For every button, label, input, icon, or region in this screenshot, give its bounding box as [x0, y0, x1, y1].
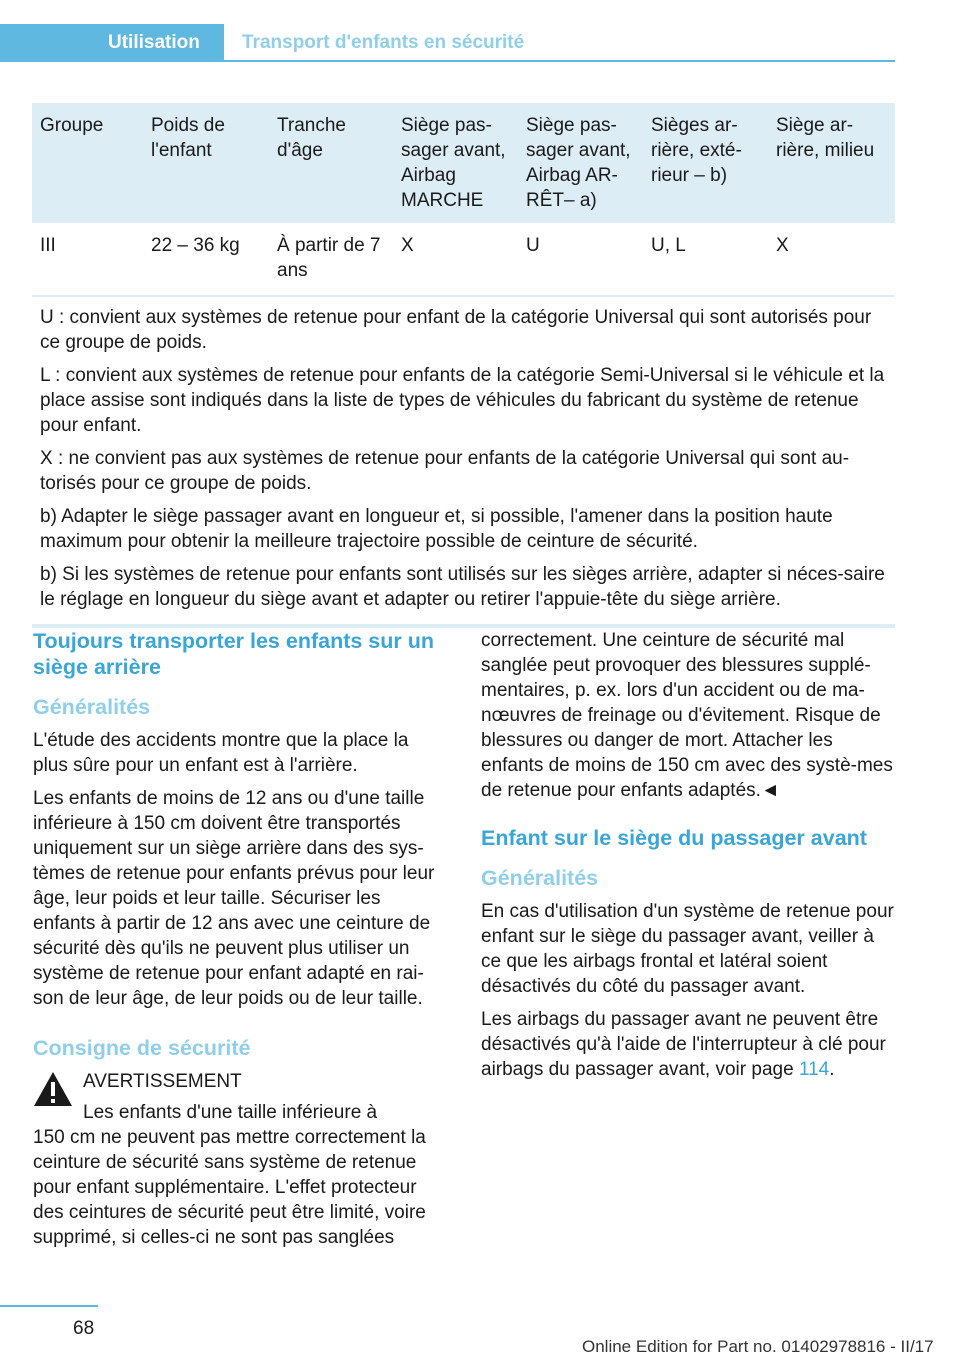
table-cell: À partir de 7 ans — [269, 223, 393, 296]
note-l: L : convient aux systèmes de retenue pour enfants de la catégorie Semi-Universal si le véhicule et la place assise sont indiqués dans la liste de types de véhicules du fabricant du système de retenue pour enfant. — [40, 365, 885, 436]
warning-text-continued: correctement. Une ceinture de sécurité mal sanglée peut provoquer des blessures supplé-mentaires, p. ex. lors d'un accident ou de ma-nœuvres de freinage ou d'évitement. Risque de blessures ou danger de mort. Attacher les enfants de moins de 150 cm avec des systè-mes de retenue pour enfants adaptés.◄ — [481, 630, 893, 801]
th-siege-arriere-milieu: Siège ar-rière, milieu — [768, 103, 895, 223]
paragraph — [481, 1007, 895, 1082]
table-cell: III — [32, 223, 143, 296]
section-title-front-seat: Enfant sur le siège du passager avant — [481, 826, 867, 850]
subsection-generalites: Généralités — [33, 695, 151, 719]
paragraph-end: . — [829, 1059, 835, 1080]
note-u: U : convient aux systèmes de retenue pour enfant de la catégorie Universal qui sont autorisés pour ce groupe de poids. — [40, 307, 872, 353]
th-groupe: Groupe — [32, 103, 143, 223]
note-b2: b) Si les systèmes de retenue pour enfants sont utilisés sur les sièges arrière, adapter si néces-saire le réglage en longueur du siège avant et adapter ou retirer l'appuie-tête du siège arrière. — [40, 564, 885, 610]
table-cell: U — [518, 223, 643, 296]
page-link[interactable]: 114 — [798, 1059, 830, 1080]
th-poids: Poids de l'enfant — [143, 103, 269, 223]
paragraph: En cas d'utilisation d'un système de retenue pour enfant sur le siège du passager avant, veiller à ce que les airbags frontal et latéral soient désactivés du côté du passager avant. — [481, 901, 894, 997]
warning-triangle-icon — [33, 1071, 73, 1107]
warning-text: 150 cm ne peuvent pas mettre correctement la ceinture de sécurité sans système de retenue pour enfant supplémentaire. L'effet protecteur des ceintures de sécurité peut être limité, voire supprimé, si celles-ci ne sont pas sanglées — [33, 1127, 426, 1248]
th-sieges-arriere-exterieur: Sièges ar-rière, exté-rieur – b) — [643, 103, 768, 223]
section-title-rear-seat: Toujours transporter les enfants sur un siège arrière — [33, 629, 434, 679]
note-b1: b) Adapter le siège passager avant en longueur et, si possible, l'amener dans la position haute maximum pour obtenir la meilleure trajectoire possible de ceinture de sécurité. — [40, 506, 833, 552]
warning-text-first-line: Les enfants d'une taille inférieure à — [83, 1102, 378, 1123]
paragraph: L'étude des accidents montre que la place la plus sûre pour un enfant est à l'arrière. — [33, 730, 409, 776]
right-column — [481, 628, 895, 1090]
note-x: X : ne convient pas aux systèmes de retenue pour enfants de la catégorie Universal qui sont au-torisés pour ce groupe de poids. — [40, 448, 850, 494]
page-number: 68 — [73, 1318, 95, 1339]
table-row — [32, 223, 895, 296]
th-tranche-age: Tranche d'âge — [269, 103, 393, 223]
subsection-generalites: Généralités — [481, 866, 599, 890]
tab-utilisation[interactable]: Utilisation — [0, 24, 224, 62]
left-column — [33, 628, 448, 1250]
table-cell: X — [393, 223, 518, 296]
table-cell: U, L — [643, 223, 768, 296]
paragraph-text: Les airbags du passager avant ne peuvent être désactivés qu'à l'aide de l'interrupteur à clé pour airbags du passager avant, voir page — [481, 1009, 886, 1080]
tab-transport-enfants[interactable]: Transport d'enfants en sécurité — [242, 32, 525, 53]
edition-info: Online Edition for Part no. 01402978816 - II/17 — [582, 1337, 934, 1356]
warning-title: AVERTISSEMENT — [83, 1071, 242, 1092]
th-siege-avant-airbag-marche: Siège pas-sager avant, Airbag MARCHE — [393, 103, 518, 223]
child-seat-table — [32, 103, 895, 628]
table-cell: X — [768, 223, 895, 296]
warning-block — [33, 1069, 448, 1250]
table-notes — [32, 297, 895, 628]
paragraph: Les enfants de moins de 12 ans ou d'une taille inférieure à 150 cm doivent être transportés uniquement sur un siège arrière dans des sys-tèmes de retenue pour enfants prévus pour leur âge, leur poids et leur taille. Sécuriser les enfants à partir de 12 ans avec une ceinture de sécurité dès qu'ils ne peuvent plus utiliser un système de retenue pour enfant adapté en rai-son de leur âge, de leur poids ou de leur taille. — [33, 788, 435, 1009]
footer-divider — [0, 1305, 98, 1307]
subsection-consigne-securite: Consigne de sécurité — [33, 1036, 251, 1060]
header-tabbar — [0, 24, 895, 62]
table-header-row — [32, 103, 895, 223]
th-siege-avant-airbag-arret: Siège pas-sager avant, Airbag AR-RÊT– a) — [518, 103, 643, 223]
table-cell: 22 – 36 kg — [143, 223, 269, 296]
